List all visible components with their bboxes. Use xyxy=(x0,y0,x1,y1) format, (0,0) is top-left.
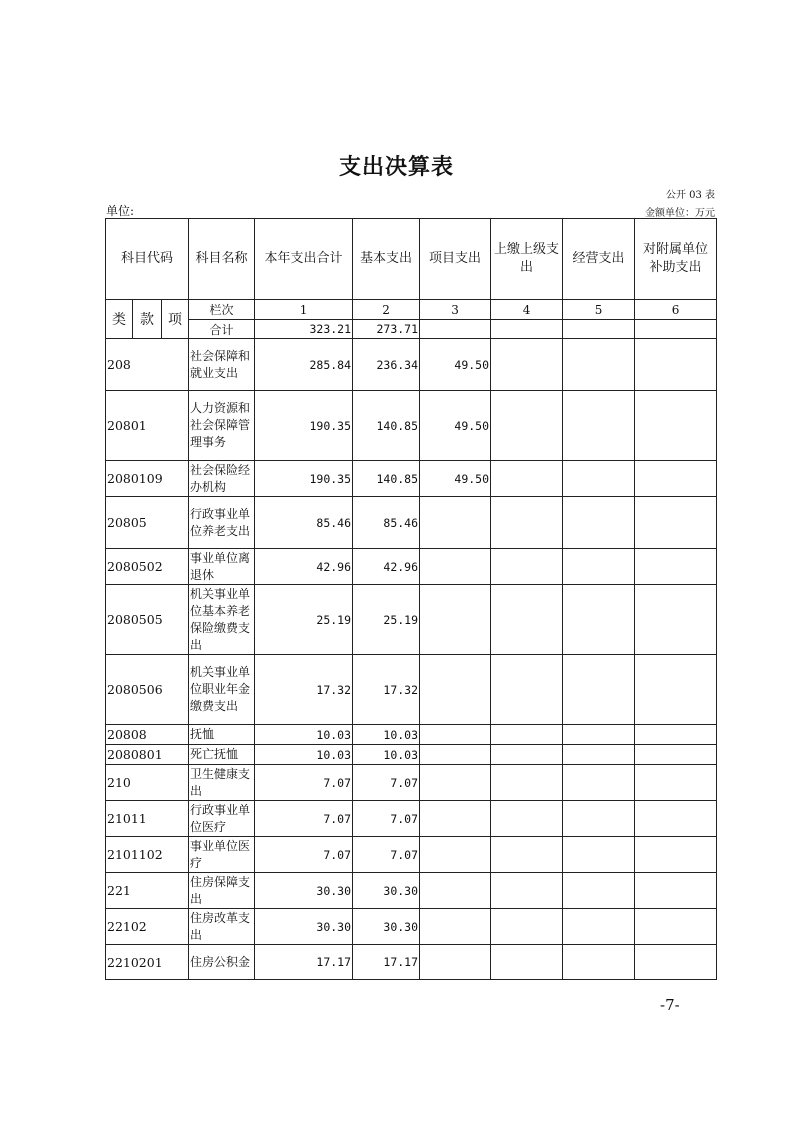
row-code: 2080506 xyxy=(106,655,189,725)
row-subsidy xyxy=(635,497,717,549)
row-subsidy xyxy=(635,585,717,655)
table-row xyxy=(106,391,717,461)
total-basic: 273.71 xyxy=(353,320,420,339)
row-business xyxy=(563,765,635,801)
row-project xyxy=(420,909,491,945)
row-total: 190.35 xyxy=(255,391,353,461)
row-name: 机关事业单位基本养老保险缴费支出 xyxy=(189,585,255,655)
row-basic: 30.30 xyxy=(353,909,420,945)
row-subsidy xyxy=(635,549,717,585)
table-row xyxy=(106,655,717,725)
row-basic: 25.19 xyxy=(353,585,420,655)
table-row xyxy=(106,549,717,585)
row-code: 2080801 xyxy=(106,745,189,765)
header-name: 科目名称 xyxy=(189,219,255,300)
row-basic: 10.03 xyxy=(353,745,420,765)
total-project xyxy=(420,320,491,339)
row-code: 2080502 xyxy=(106,549,189,585)
table-row xyxy=(106,945,717,980)
row-code: 221 xyxy=(106,873,189,909)
row-project xyxy=(420,801,491,837)
row-project: 49.50 xyxy=(420,391,491,461)
row-project: 49.50 xyxy=(420,339,491,391)
row-business xyxy=(563,391,635,461)
row-subsidy xyxy=(635,873,717,909)
header-lei: 类 xyxy=(106,300,133,339)
column-number-1: 1 xyxy=(255,300,353,320)
row-code: 20801 xyxy=(106,391,189,461)
row-project xyxy=(420,745,491,765)
row-business xyxy=(563,873,635,909)
table-row xyxy=(106,497,717,549)
total-business xyxy=(563,320,635,339)
row-code: 2101102 xyxy=(106,837,189,873)
row-basic: 17.17 xyxy=(353,945,420,980)
row-total: 7.07 xyxy=(255,837,353,873)
row-business xyxy=(563,339,635,391)
row-total: 10.03 xyxy=(255,745,353,765)
row-code: 2080505 xyxy=(106,585,189,655)
row-code: 20805 xyxy=(106,497,189,549)
row-business xyxy=(563,497,635,549)
row-code: 210 xyxy=(106,765,189,801)
expenditure-table xyxy=(105,218,717,980)
row-upper xyxy=(491,909,563,945)
row-upper xyxy=(491,391,563,461)
row-code: 2080109 xyxy=(106,461,189,497)
row-name: 卫生健康支出 xyxy=(189,765,255,801)
row-name: 事业单位离退休 xyxy=(189,549,255,585)
row-basic: 42.96 xyxy=(353,549,420,585)
row-total: 190.35 xyxy=(255,461,353,497)
row-basic: 85.46 xyxy=(353,497,420,549)
row-basic: 140.85 xyxy=(353,461,420,497)
row-total: 7.07 xyxy=(255,765,353,801)
row-business xyxy=(563,655,635,725)
header-lanci: 栏次 xyxy=(189,300,255,320)
row-project xyxy=(420,873,491,909)
column-number-row xyxy=(106,300,717,320)
table-row xyxy=(106,909,717,945)
row-basic: 236.34 xyxy=(353,339,420,391)
row-project xyxy=(420,497,491,549)
row-business xyxy=(563,461,635,497)
row-subsidy xyxy=(635,945,717,980)
row-name: 社会保险经办机构 xyxy=(189,461,255,497)
unit-label: 单位: xyxy=(106,204,135,218)
column-number-3: 3 xyxy=(420,300,491,320)
row-subsidy xyxy=(635,391,717,461)
row-business xyxy=(563,801,635,837)
row-upper xyxy=(491,745,563,765)
row-name: 机关事业单位职业年金缴费支出 xyxy=(189,655,255,725)
column-number-6: 6 xyxy=(635,300,717,320)
row-subsidy xyxy=(635,655,717,725)
row-code: 2210201 xyxy=(106,945,189,980)
row-code: 208 xyxy=(106,339,189,391)
row-total: 10.03 xyxy=(255,725,353,745)
row-upper xyxy=(491,945,563,980)
row-total: 25.19 xyxy=(255,585,353,655)
row-upper xyxy=(491,339,563,391)
row-name: 行政事业单位养老支出 xyxy=(189,497,255,549)
row-code: 22102 xyxy=(106,909,189,945)
row-total: 17.17 xyxy=(255,945,353,980)
row-business xyxy=(563,585,635,655)
total-row xyxy=(106,320,717,339)
table-row xyxy=(106,837,717,873)
row-basic: 140.85 xyxy=(353,391,420,461)
header-business: 经营支出 xyxy=(563,219,635,300)
row-total: 7.07 xyxy=(255,801,353,837)
row-project xyxy=(420,837,491,873)
row-project: 49.50 xyxy=(420,461,491,497)
row-upper xyxy=(491,461,563,497)
header-basic: 基本支出 xyxy=(353,219,420,300)
row-name: 死亡抚恤 xyxy=(189,745,255,765)
header-kuan: 款 xyxy=(133,300,162,339)
row-basic: 7.07 xyxy=(353,801,420,837)
row-name: 抚恤 xyxy=(189,725,255,745)
row-name: 社会保障和就业支出 xyxy=(189,339,255,391)
row-business xyxy=(563,837,635,873)
row-business xyxy=(563,945,635,980)
row-upper xyxy=(491,765,563,801)
total-total: 323.21 xyxy=(255,320,353,339)
header-project: 项目支出 xyxy=(420,219,491,300)
table-row xyxy=(106,585,717,655)
row-project xyxy=(420,655,491,725)
row-subsidy xyxy=(635,339,717,391)
total-upper xyxy=(491,320,563,339)
row-total: 42.96 xyxy=(255,549,353,585)
row-subsidy xyxy=(635,725,717,745)
row-upper xyxy=(491,801,563,837)
row-project xyxy=(420,549,491,585)
row-upper xyxy=(491,497,563,549)
row-basic: 17.32 xyxy=(353,655,420,725)
row-name: 住房改革支出 xyxy=(189,909,255,945)
row-basic: 7.07 xyxy=(353,765,420,801)
header-code: 科目代码 xyxy=(106,219,189,300)
table-row xyxy=(106,725,717,745)
row-upper xyxy=(491,837,563,873)
row-total: 30.30 xyxy=(255,873,353,909)
total-subsidy xyxy=(635,320,717,339)
column-number-4: 4 xyxy=(491,300,563,320)
header-total: 本年支出合计 xyxy=(255,219,353,300)
column-number-2: 2 xyxy=(353,300,420,320)
row-upper xyxy=(491,549,563,585)
table-row xyxy=(106,801,717,837)
row-basic: 30.30 xyxy=(353,873,420,909)
row-project xyxy=(420,945,491,980)
row-name: 住房公积金 xyxy=(189,945,255,980)
page-number: -7- xyxy=(660,996,680,1014)
row-total: 30.30 xyxy=(255,909,353,945)
row-upper xyxy=(491,873,563,909)
header-xiang: 项 xyxy=(162,300,189,339)
row-name: 人力资源和社会保障管理事务 xyxy=(189,391,255,461)
row-name: 事业单位医疗 xyxy=(189,837,255,873)
row-subsidy xyxy=(635,745,717,765)
row-project xyxy=(420,585,491,655)
row-project xyxy=(420,765,491,801)
table-row xyxy=(106,765,717,801)
row-subsidy xyxy=(635,461,717,497)
row-business xyxy=(563,725,635,745)
row-subsidy xyxy=(635,801,717,837)
row-upper xyxy=(491,585,563,655)
table-row xyxy=(106,339,717,391)
row-upper xyxy=(491,725,563,745)
form-number: 公开 03 表 xyxy=(665,190,715,201)
page-title: 支出决算表 xyxy=(338,155,454,180)
row-business xyxy=(563,745,635,765)
header-upper: 上缴上级支出 xyxy=(491,219,563,300)
table-row xyxy=(106,461,717,497)
column-number-5: 5 xyxy=(563,300,635,320)
row-upper xyxy=(491,655,563,725)
row-total: 285.84 xyxy=(255,339,353,391)
row-basic: 7.07 xyxy=(353,837,420,873)
row-project xyxy=(420,725,491,745)
row-total: 85.46 xyxy=(255,497,353,549)
row-name: 行政事业单位医疗 xyxy=(189,801,255,837)
row-name: 住房保障支出 xyxy=(189,873,255,909)
table-row xyxy=(106,745,717,765)
header-subsidy: 对附属单位补助支出 xyxy=(635,219,717,300)
row-subsidy xyxy=(635,765,717,801)
total-label: 合计 xyxy=(189,320,255,339)
row-business xyxy=(563,549,635,585)
row-basic: 10.03 xyxy=(353,725,420,745)
row-code: 20808 xyxy=(106,725,189,745)
amount-unit: 金额单位：万元 xyxy=(645,208,715,219)
header-row xyxy=(106,219,717,300)
row-business xyxy=(563,909,635,945)
row-code: 21011 xyxy=(106,801,189,837)
table-row xyxy=(106,873,717,909)
row-total: 17.32 xyxy=(255,655,353,725)
row-subsidy xyxy=(635,909,717,945)
row-subsidy xyxy=(635,837,717,873)
